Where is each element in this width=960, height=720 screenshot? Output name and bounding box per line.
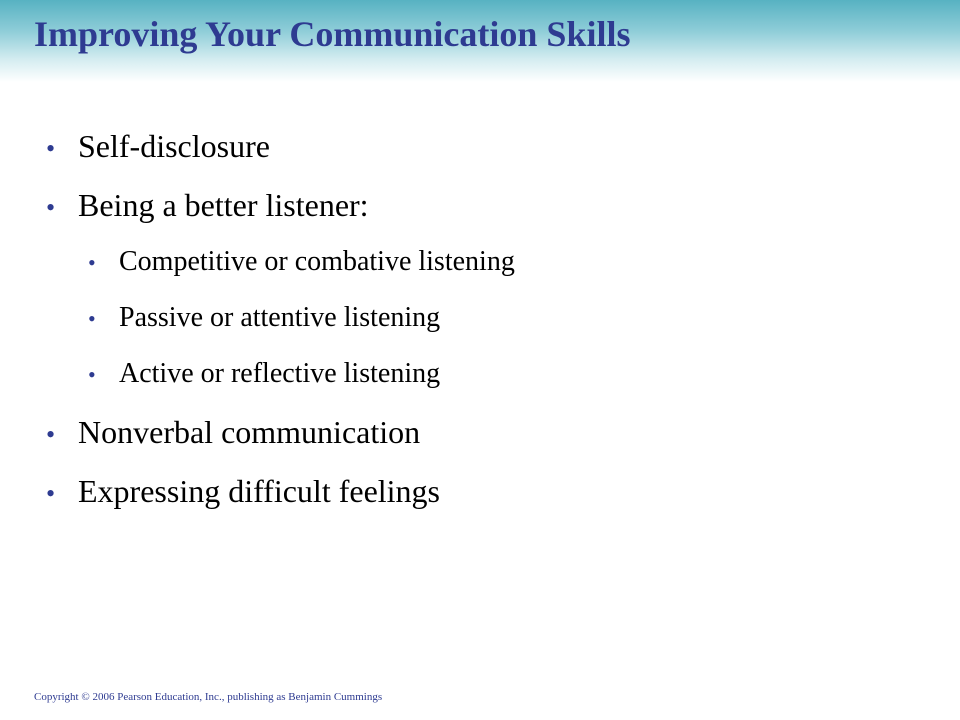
bullet-item-self-disclosure — [46, 126, 270, 169]
bullet-point-icon: • — [46, 420, 56, 449]
bullet-text: Passive or attentive listening — [119, 302, 441, 333]
sub-bullet-item-passive-listening — [88, 300, 440, 337]
bullet-item-expressing-feelings — [46, 471, 440, 514]
bullet-text: Competitive or combative listening — [119, 246, 515, 277]
bullet-text: Expressing difficult feelings — [78, 473, 440, 509]
bullet-point-icon: • — [46, 479, 56, 508]
bullet-text: Being a better listener: — [78, 187, 369, 223]
copyright-footer: Copyright © 2006 Pearson Education, Inc., publishing as Benjamin Cummings — [34, 691, 383, 703]
slide-title: Improving Your Communication Skills — [34, 14, 631, 54]
bullet-point-icon: • — [46, 193, 56, 222]
bullet-text: Self-disclosure — [78, 128, 270, 164]
bullet-point-icon: • — [88, 306, 96, 331]
bullet-point-icon: • — [88, 362, 96, 387]
bullet-item-nonverbal-communication — [46, 412, 420, 455]
bullet-point-icon: • — [88, 250, 96, 275]
bullet-text: Active or reflective listening — [119, 358, 441, 389]
bullet-item-better-listener — [46, 185, 369, 228]
sub-bullet-item-competitive-listening — [88, 244, 515, 281]
bullet-text: Nonverbal communication — [78, 414, 421, 450]
sub-bullet-item-active-listening — [88, 356, 440, 393]
bullet-point-icon: • — [46, 134, 56, 163]
